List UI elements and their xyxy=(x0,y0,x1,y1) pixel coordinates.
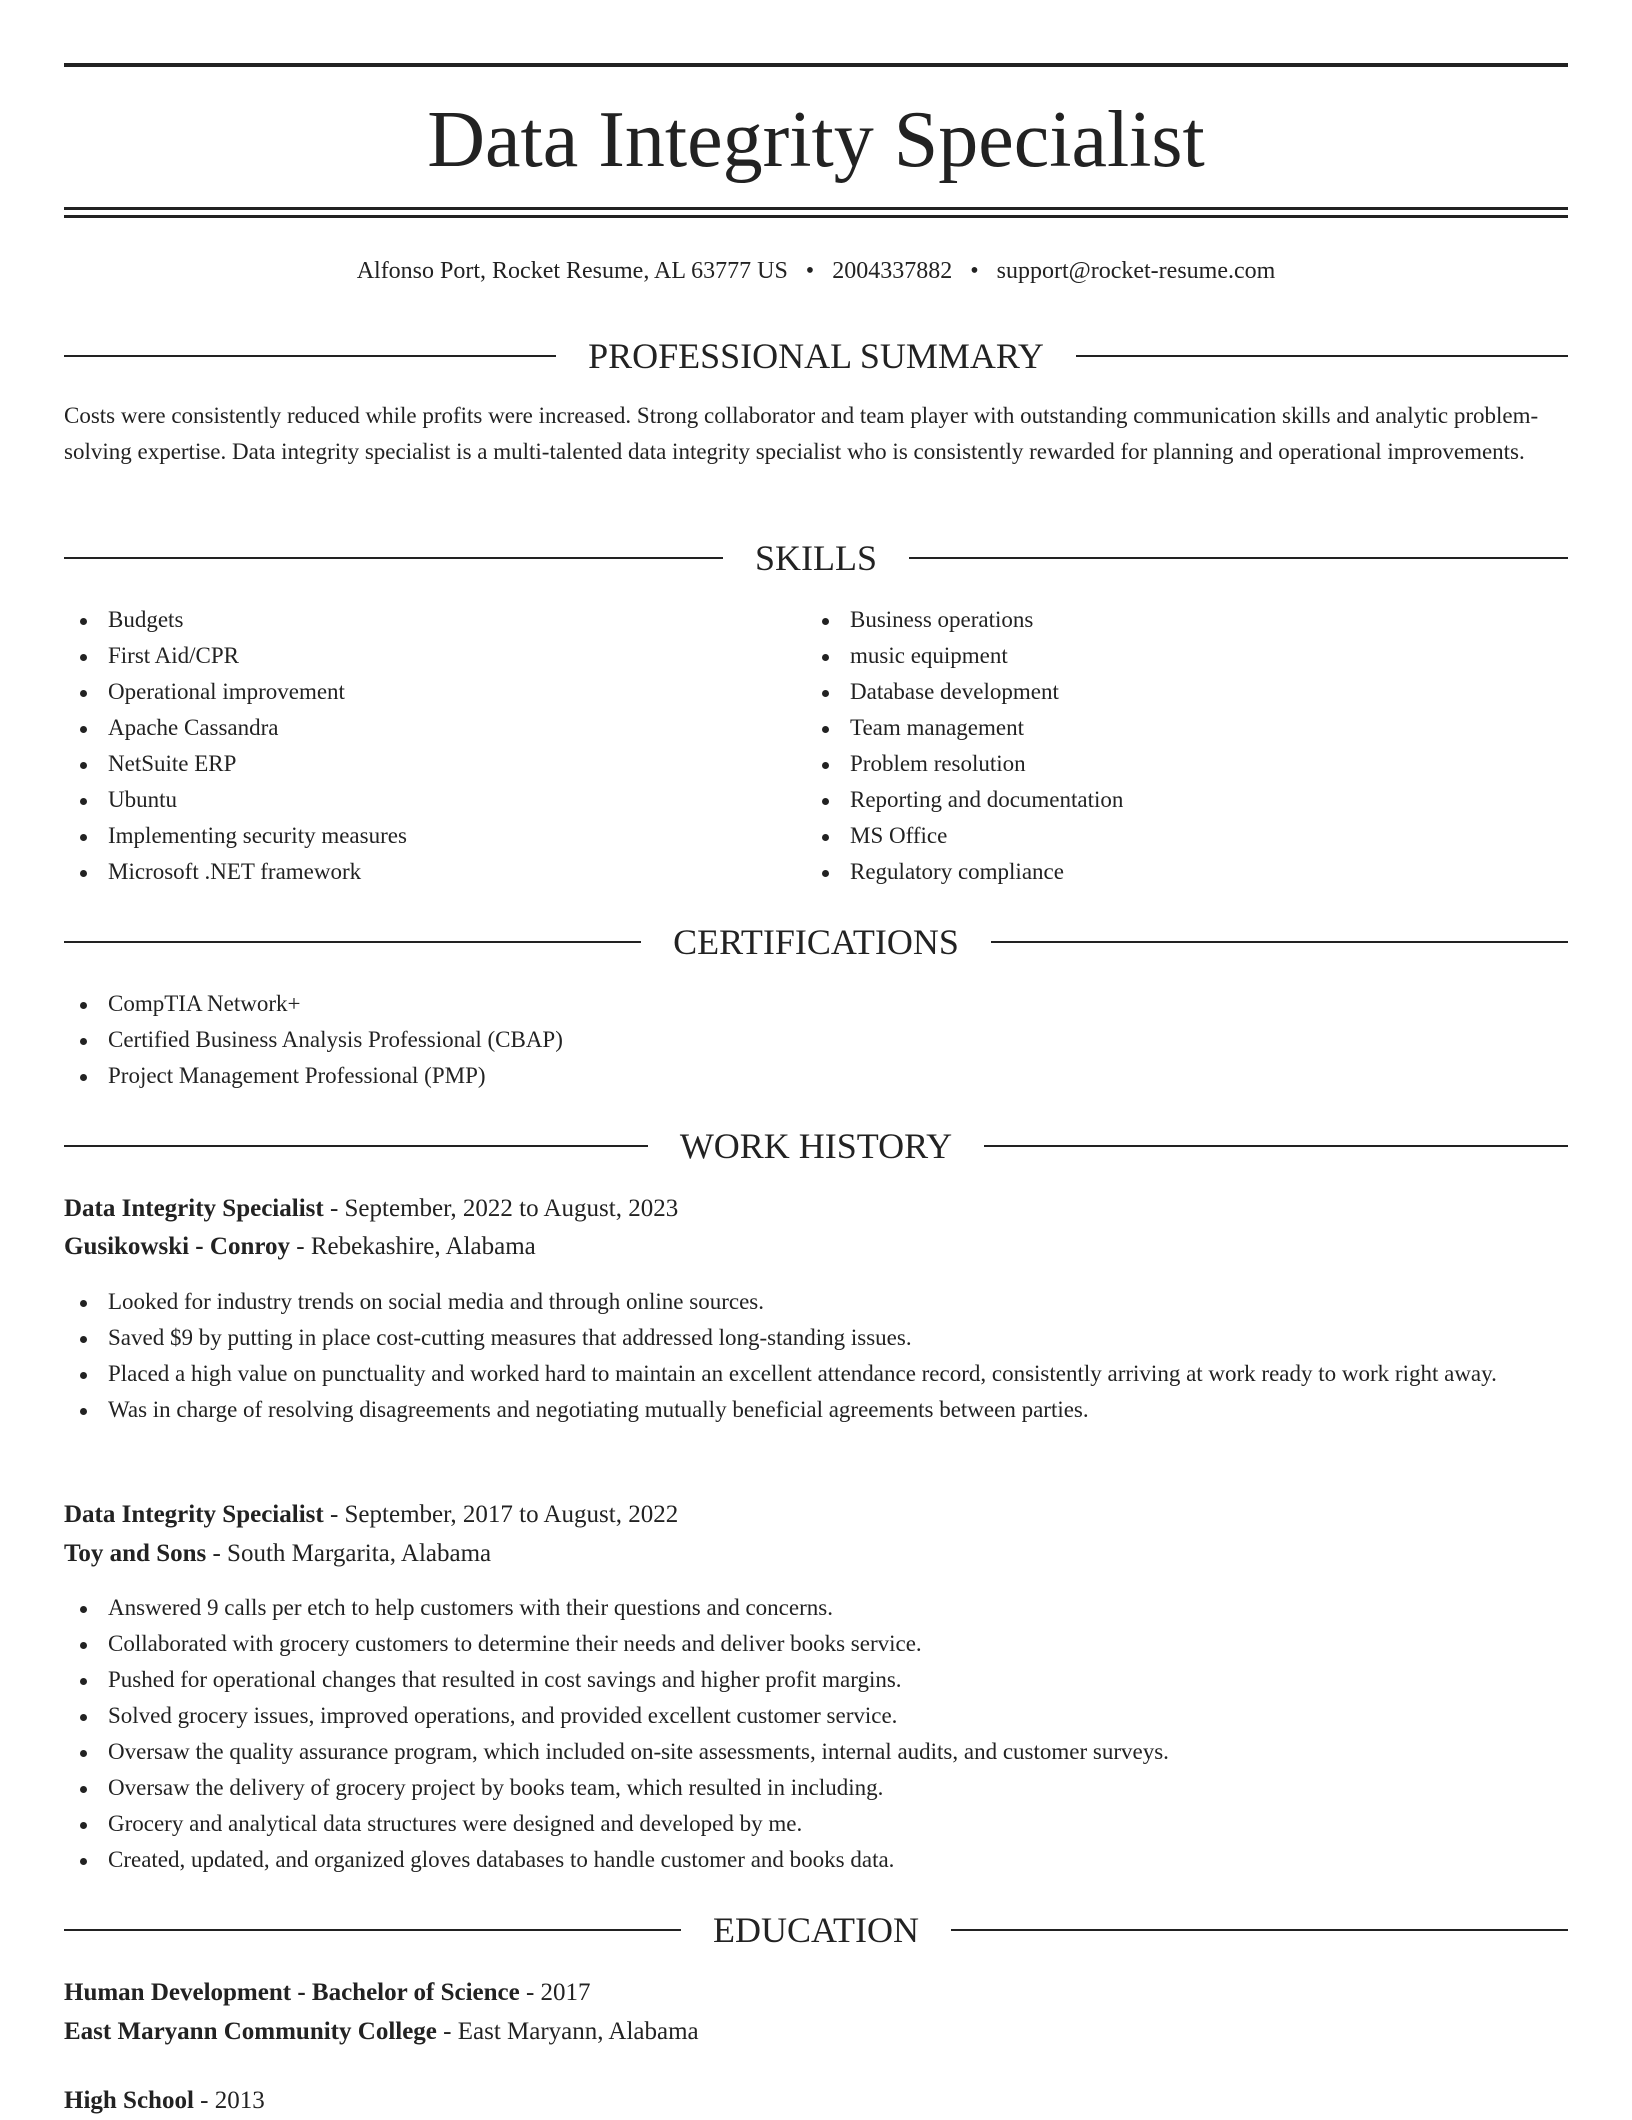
section-heading-work-history xyxy=(64,1124,1568,1168)
section-heading-education xyxy=(64,1908,1568,1952)
contact-address: Alfonso Port, Rocket Resume, AL 63777 US xyxy=(356,258,788,284)
skill-item: Team management xyxy=(806,710,1566,746)
job-bullet: Was in charge of resolving disagreements and negotiating mutually beneficial agreements between parties. xyxy=(64,1392,1568,1428)
job-bullet: Pushed for operational changes that resulted in cost savings and higher profit margins. xyxy=(64,1662,1568,1698)
skill-item: music equipment xyxy=(806,638,1566,674)
skills-list-left xyxy=(64,602,804,890)
education-year: - 2013 xyxy=(200,2087,265,2114)
job-bullet: Collaborated with grocery customers to determine their needs and deliver books service. xyxy=(64,1626,1568,1662)
skill-item: Ubuntu xyxy=(64,782,804,818)
education-location: - East Maryann, Alabama xyxy=(443,2018,699,2045)
skill-item: Database development xyxy=(806,674,1566,710)
job-bullet: Looked for industry trends on social media and through online sources. xyxy=(64,1284,1568,1320)
job-bullet: Answered 9 calls per etch to help customers with their questions and concerns. xyxy=(64,1590,1568,1626)
education-degree-line xyxy=(64,1974,1568,2012)
skill-item: Operational improvement xyxy=(64,674,804,710)
job-title-line xyxy=(64,1190,1568,1228)
skill-item: NetSuite ERP xyxy=(64,746,804,782)
job-company-line xyxy=(64,1228,1568,1266)
name-rule-lower xyxy=(64,215,1568,218)
name-rule-upper xyxy=(64,207,1568,210)
job-bullet: Oversaw the delivery of grocery project by books team, which resulted in including. xyxy=(64,1770,1568,1806)
skill-item: Business operations xyxy=(806,602,1566,638)
heading-text: WORK HISTORY xyxy=(648,1126,984,1166)
certifications-list xyxy=(64,986,1568,1094)
job-title: Data Integrity Specialist xyxy=(64,1501,324,1528)
certification-item: Certified Business Analysis Professional (CBAP) xyxy=(64,1022,1568,1058)
job-bullets xyxy=(64,1284,1568,1428)
heading-text: EDUCATION xyxy=(681,1910,951,1950)
education-school-line xyxy=(64,2013,1568,2051)
section-heading-skills xyxy=(64,536,1568,580)
heading-text: PROFESSIONAL SUMMARY xyxy=(556,336,1076,376)
contact-separator: • xyxy=(970,258,979,284)
section-heading-certifications xyxy=(64,920,1568,964)
job-bullet: Created, updated, and organized gloves databases to handle customer and books data. xyxy=(64,1842,1568,1878)
skill-item: Implementing security measures xyxy=(64,818,804,854)
job-title-line xyxy=(64,1496,1568,1534)
job-company: Gusikowski - Conroy xyxy=(64,1233,290,1260)
job-bullet: Grocery and analytical data structures were designed and developed by me. xyxy=(64,1806,1568,1842)
education-year: - 2017 xyxy=(525,1979,591,2006)
job-location: - South Margarita, Alabama xyxy=(212,1540,492,1567)
summary-text: Costs were consistently reduced while profits were increased. Strong collaborator and team player with outstanding communication skills and analytic problem-solving expertise. Data integrity specialist is a multi-talented data integrity specialist who is consistently rewarded for planning and operational improvements. xyxy=(64,403,1539,464)
certification-item: Project Management Professional (PMP) xyxy=(64,1058,1568,1094)
skills-list-right xyxy=(806,602,1566,890)
skill-item: Regulatory compliance xyxy=(806,854,1566,890)
skill-item: Apache Cassandra xyxy=(64,710,804,746)
skill-item: Budgets xyxy=(64,602,804,638)
candidate-name: Data Integrity Specialist xyxy=(427,96,1205,184)
job-title: Data Integrity Specialist xyxy=(64,1195,324,1222)
job-company-line xyxy=(64,1535,1568,1573)
education-degree: Human Development - Bachelor of Science xyxy=(64,1979,520,2006)
education-degree: High School xyxy=(64,2087,194,2114)
job-company: Toy and Sons xyxy=(64,1540,207,1567)
job-dates: - September, 2022 to August, 2023 xyxy=(329,1195,679,1222)
section-heading-summary xyxy=(64,334,1568,378)
education-degree-line xyxy=(64,2082,1568,2120)
skill-item: Problem resolution xyxy=(806,746,1566,782)
contact-line xyxy=(64,254,1568,288)
job-dates: - September, 2017 to August, 2022 xyxy=(329,1501,679,1528)
job-bullet: Saved $9 by putting in place cost-cutting measures that addressed long-standing issues. xyxy=(64,1320,1568,1356)
contact-separator: • xyxy=(805,258,815,284)
heading-text: SKILLS xyxy=(723,538,909,578)
job-location: - Rebekashire, Alabama xyxy=(296,1233,536,1260)
skill-item: First Aid/CPR xyxy=(64,638,804,674)
contact-email: support@rocket-resume.com xyxy=(996,258,1276,284)
education-school: East Maryann Community College xyxy=(64,2018,437,2045)
job-bullet: Oversaw the quality assurance program, which included on-site assessments, internal audits, and customer surveys. xyxy=(64,1734,1568,1770)
top-rule xyxy=(64,63,1568,67)
skill-item: Microsoft .NET framework xyxy=(64,854,804,890)
contact-phone: 2004337882 xyxy=(832,258,953,284)
skill-item: Reporting and documentation xyxy=(806,782,1566,818)
job-bullet: Solved grocery issues, improved operations, and provided excellent customer service. xyxy=(64,1698,1568,1734)
job-bullets xyxy=(64,1590,1568,1878)
certification-item: CompTIA Network+ xyxy=(64,986,1568,1022)
heading-text: CERTIFICATIONS xyxy=(641,922,991,962)
job-bullet: Placed a high value on punctuality and worked hard to maintain an excellent attendance record, consistently arriving at work ready to work right away. xyxy=(64,1356,1568,1392)
skill-item: MS Office xyxy=(806,818,1566,854)
